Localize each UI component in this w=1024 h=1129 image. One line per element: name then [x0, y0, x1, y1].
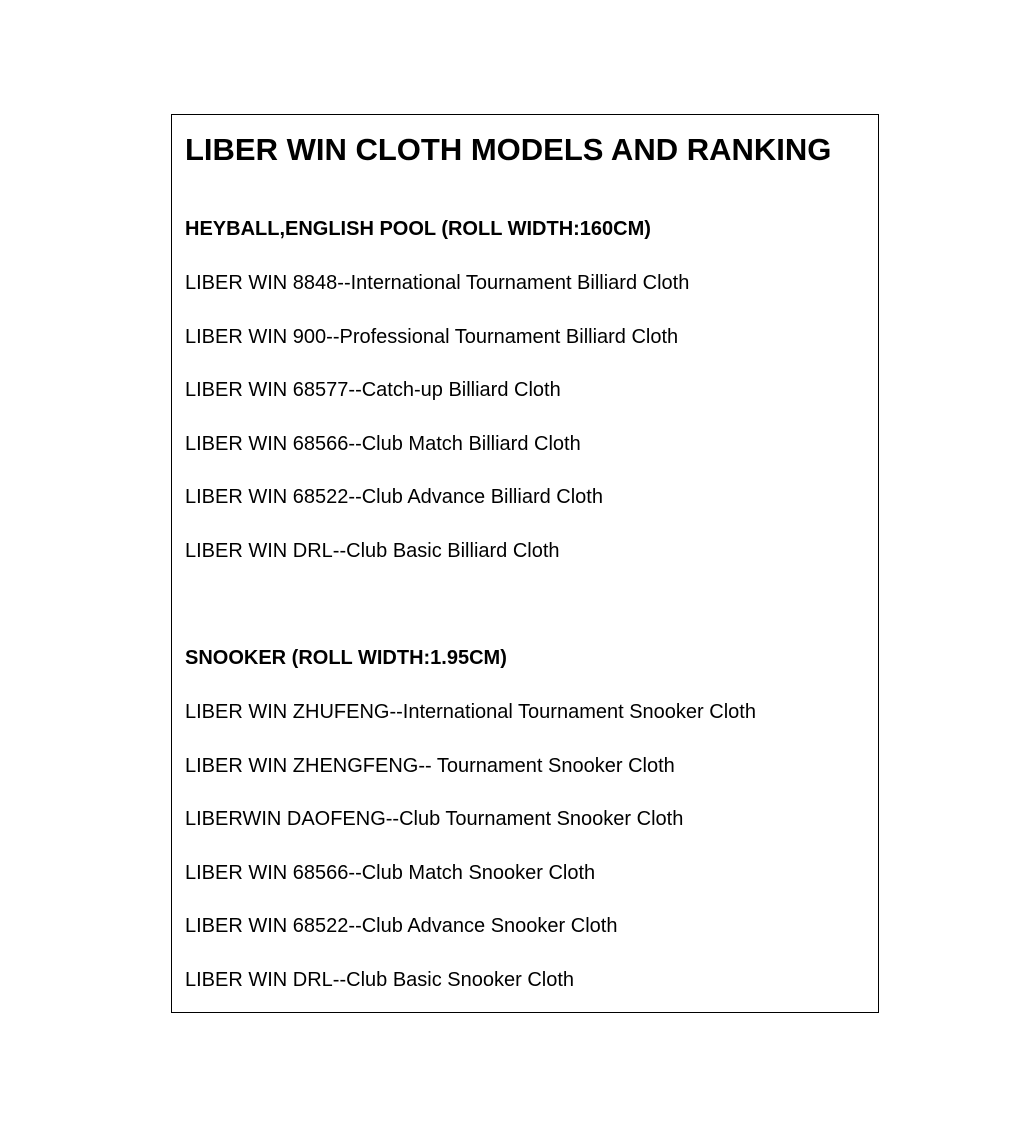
document-title: LIBER WIN CLOTH MODELS AND RANKING — [185, 132, 832, 167]
list-item: LIBER WIN 68566--Club Match Snooker Cloth — [185, 862, 596, 884]
section-heading-snooker: SNOOKER (ROLL WIDTH:1.95CM) — [185, 647, 507, 669]
list-item: LIBER WIN 68566--Club Match Billiard Cloth — [185, 433, 581, 455]
list-item: LIBER WIN ZHENGFENG-- Tournament Snooker Cloth — [185, 755, 675, 777]
list-item: LIBER WIN 68522--Club Advance Billiard Cloth — [185, 486, 603, 508]
list-item: LIBER WIN 68577--Catch-up Billiard Cloth — [185, 379, 561, 401]
list-item: LIBER WIN 68522--Club Advance Snooker Cloth — [185, 915, 618, 937]
list-item: LIBER WIN ZHUFENG--International Tournament Snooker Cloth — [185, 701, 756, 723]
list-item: LIBER WIN 900--Professional Tournament Billiard Cloth — [185, 326, 679, 348]
list-item: LIBER WIN DRL--Club Basic Billiard Cloth — [185, 540, 560, 562]
list-item: LIBER WIN 8848--International Tournament Billiard Cloth — [185, 272, 690, 294]
list-item: LIBERWIN DAOFENG--Club Tournament Snooker Cloth — [185, 808, 684, 830]
document-frame — [171, 114, 879, 1013]
list-item: LIBER WIN DRL--Club Basic Snooker Cloth — [185, 969, 575, 991]
section-heading-pool: HEYBALL,ENGLISH POOL (ROLL WIDTH:160CM) — [185, 218, 651, 240]
